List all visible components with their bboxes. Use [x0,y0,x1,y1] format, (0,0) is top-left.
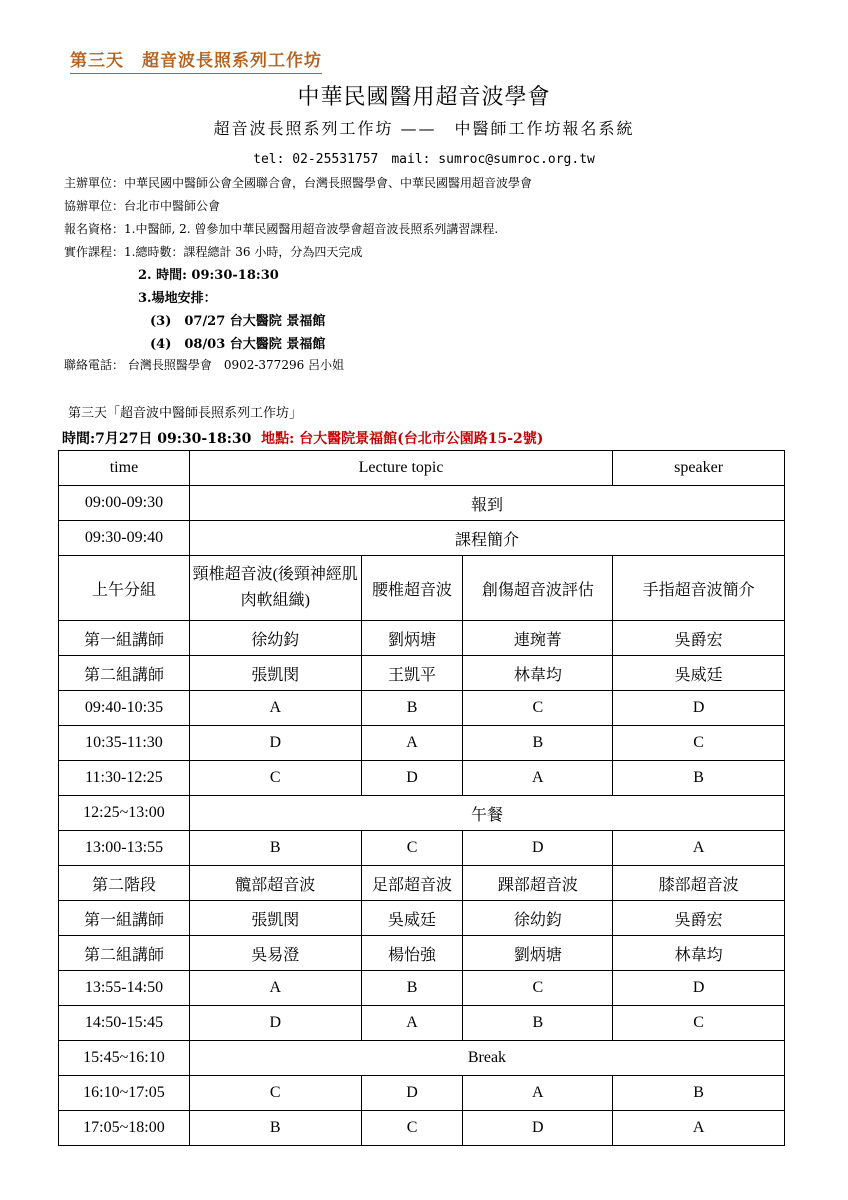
time-cell: 09:00-09:30 [59,486,190,521]
course-hours-info: 實作課程：1.總時數：課程總計 36 小時，分為四天完成 [64,245,363,259]
speaker-cell: 連琬菁 [463,621,613,656]
speaker-cell: 張凱閔 [189,656,361,691]
table-row [59,691,785,726]
time-cell: 13:55-14:50 [59,971,190,1006]
workshop-subtitle: 超音波長照系列工作坊 —— 中醫師工作坊報名系統 [213,119,635,138]
day-title: 第三天 超音波長照系列工作坊 [70,46,322,74]
group-cell: A [189,971,361,1006]
group-cell: B [463,726,613,761]
group-label-cell: 第二組講師 [59,656,190,691]
table-row [59,831,785,866]
speaker-cell: 王凱平 [361,656,463,691]
speaker-cell: 徐幼鈞 [463,901,613,936]
group-cell: D [613,971,785,1006]
venue-item-3: (3) 07/27 台大醫院 景福館 [150,314,326,329]
time-cell: 11:30-12:25 [59,761,190,796]
group-cell: A [463,761,613,796]
speaker-cell: 吳威廷 [361,901,463,936]
day3-time: 時間:7月27日 09:30-18:30 [62,431,252,447]
day3-location: 地點: 台大醫院景福館(台北市公園路15-2號) [261,431,544,447]
table-row [59,866,785,901]
speaker-cell: 楊怡強 [361,936,463,971]
group-cell: A [361,1006,463,1041]
group-cell: D [189,1006,361,1041]
table-header: time [59,451,190,486]
table-row [59,1111,785,1146]
speaker-cell: 林韋均 [613,936,785,971]
contact-phone: 聯絡電話： 台灣長照醫學會 0902-377296 呂小姐 [64,358,345,372]
group-cell: B [463,1006,613,1041]
group-cell: B [361,691,463,726]
speaker-cell: 劉炳塘 [463,936,613,971]
session-label-cell: 第二階段 [59,866,190,901]
table-row [59,1006,785,1041]
group-cell: C [361,1111,463,1146]
group-cell: A [613,831,785,866]
session-label-cell: 上午分組 [59,556,190,621]
table-row [59,621,785,656]
table-row [59,1076,785,1111]
activity-cell: Break [189,1041,784,1076]
speaker-cell: 吳威廷 [613,656,785,691]
group-cell: D [463,831,613,866]
time-cell: 09:40-10:35 [59,691,190,726]
topic-cell: 足部超音波 [361,866,463,901]
table-row [59,656,785,691]
speaker-cell: 林韋均 [463,656,613,691]
group-cell: B [189,831,361,866]
table-header: Lecture topic [189,451,612,486]
activity-cell: 報到 [189,486,784,521]
table-row [59,486,785,521]
speaker-cell: 吳爵宏 [613,621,785,656]
venue-heading: 3.場地安排： [138,291,217,306]
group-cell: C [463,691,613,726]
table-row [59,936,785,971]
venue-item-4: (4) 08/03 台大醫院 景福館 [150,337,326,352]
group-cell: B [613,1076,785,1111]
group-cell: C [189,761,361,796]
time-cell: 12:25~13:00 [59,796,190,831]
table-header: speaker [613,451,785,486]
table-row [59,901,785,936]
course-time-info: 2. 時間: 09:30-18:30 [138,268,279,283]
table-row [59,796,785,831]
eligibility-info: 報名資格：1.中醫師, 2. 曾參加中華民國醫用超音波學會超音波長照系列講習課程. [64,222,499,236]
group-cell: B [613,761,785,796]
organization-title: 中華民國醫用超音波學會 [297,85,551,110]
time-cell: 10:35-11:30 [59,726,190,761]
group-cell: B [361,971,463,1006]
speaker-cell: 吳爵宏 [613,901,785,936]
co-organizer-info: 協辦單位：台北市中醫師公會 [64,199,221,213]
topic-cell: 頸椎超音波(後頸神經肌肉軟組織) [189,556,361,621]
topic-cell: 踝部超音波 [463,866,613,901]
organizer-info: 主辦單位：中華民國中醫師公會全國聯合會，台灣長照醫學會、中華民國醫用超音波學會 [64,176,533,190]
day3-time-location [62,428,543,448]
table-row [59,521,785,556]
time-cell: 15:45~16:10 [59,1041,190,1076]
group-cell: C [361,831,463,866]
table-header-row [59,451,785,486]
speaker-cell: 徐幼鈞 [189,621,361,656]
schedule-table [58,450,785,1146]
activity-cell: 午餐 [189,796,784,831]
time-cell: 09:30-09:40 [59,521,190,556]
table-row [59,971,785,1006]
topic-cell: 創傷超音波評估 [463,556,613,621]
speaker-cell: 劉炳塘 [361,621,463,656]
group-label-cell: 第一組講師 [59,901,190,936]
speaker-cell: 吳易澄 [189,936,361,971]
group-cell: C [463,971,613,1006]
group-cell: D [463,1111,613,1146]
table-row [59,761,785,796]
table-row [59,556,785,621]
time-cell: 14:50-15:45 [59,1006,190,1041]
day3-title: 第三天「超音波中醫師長照系列工作坊」 [68,406,303,421]
group-cell: A [463,1076,613,1111]
table-row [59,1041,785,1076]
activity-cell: 課程簡介 [189,521,784,556]
topic-cell: 手指超音波簡介 [613,556,785,621]
topic-cell: 髖部超音波 [189,866,361,901]
speaker-cell: 張凱閔 [189,901,361,936]
group-cell: C [613,726,785,761]
group-cell: C [189,1076,361,1111]
group-cell: D [361,761,463,796]
group-label-cell: 第一組講師 [59,621,190,656]
group-cell: D [361,1076,463,1111]
group-cell: C [613,1006,785,1041]
group-cell: A [613,1111,785,1146]
time-cell: 16:10~17:05 [59,1076,190,1111]
topic-cell: 腰椎超音波 [361,556,463,621]
table-row [59,726,785,761]
group-label-cell: 第二組講師 [59,936,190,971]
group-cell: D [189,726,361,761]
time-cell: 17:05~18:00 [59,1111,190,1146]
group-cell: A [189,691,361,726]
time-cell: 13:00-13:55 [59,831,190,866]
group-cell: D [613,691,785,726]
contact-line: tel: 02-25531757 mail: sumroc@sumroc.org.tw [253,152,595,167]
group-cell: B [189,1111,361,1146]
topic-cell: 膝部超音波 [613,866,785,901]
group-cell: A [361,726,463,761]
